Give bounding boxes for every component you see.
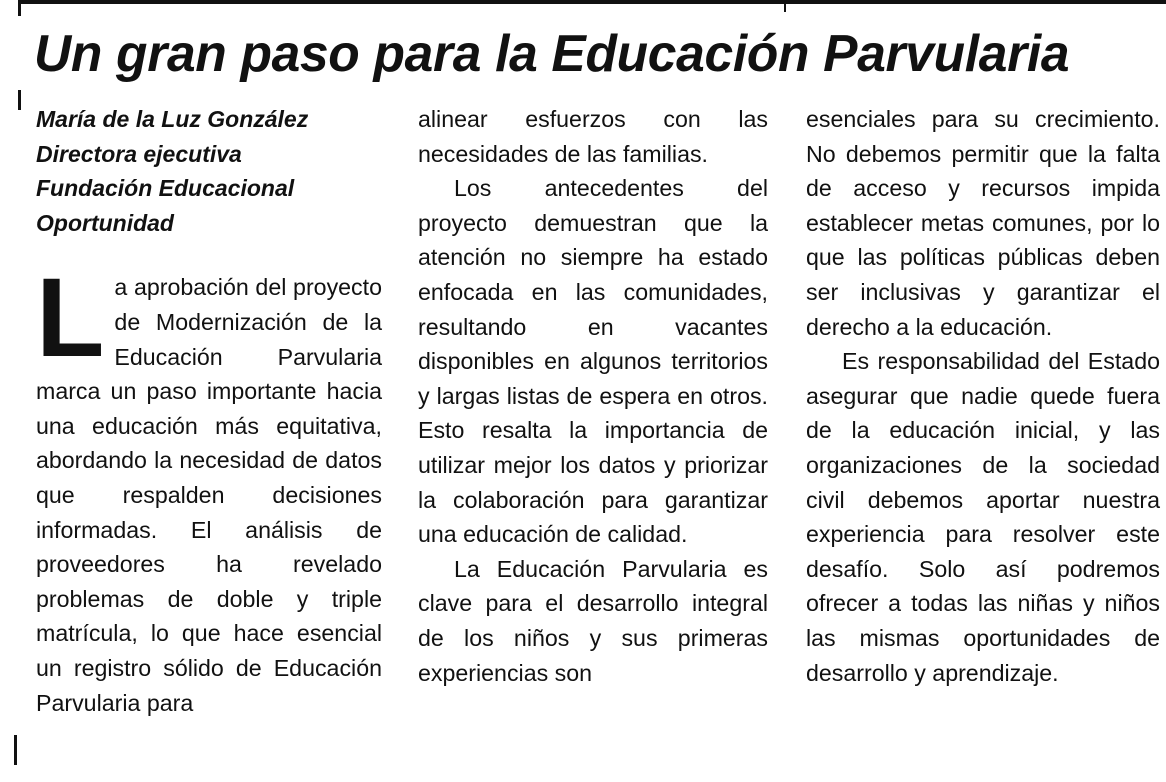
article-paragraph-3: La Educación Parvularia es clave para el desarrollo integral de los niños y sus primeras experiencias son xyxy=(418,555,768,686)
left-rule-top xyxy=(18,0,21,16)
article-paragraph-3-continued: esenciales para su crecimiento. No debemos permitir que la falta de acceso y recursos impida establecer metas comunes, por lo que las políticas públicas deben ser inclusivas y garantizar el derecho a la educación. xyxy=(806,106,1160,340)
byline-role: Directora ejecutiva xyxy=(36,140,242,167)
article-column-1 xyxy=(36,102,382,720)
article-paragraph-2: Los antecedentes del proyecto demuestran que la atención no siempre ha estado enfocada en las comunidades, resultando en vacantes disponibles en algunos territorios y largas listas de espera en otros. Esto resalta la importancia de utilizar mejor los datos y priorizar la colaboración para garantizar una educación de calidad. xyxy=(418,175,768,548)
drop-cap: L xyxy=(36,255,105,381)
byline xyxy=(36,102,382,240)
byline-organization-line-2: Oportunidad xyxy=(36,209,174,236)
byline-author: María de la Luz González xyxy=(36,106,309,132)
article-headline: Un gran paso para la Educación Parvularia xyxy=(34,24,1070,82)
article-paragraph-1 xyxy=(36,255,382,720)
article-paragraph-1-continued: alinear esfuerzos con las necesidades de las familias. xyxy=(418,106,768,167)
left-rule-bottom xyxy=(14,735,17,765)
byline-organization-line-1: Fundación Educacional xyxy=(36,175,295,202)
article-column-2 xyxy=(418,102,768,690)
article-column-3 xyxy=(806,102,1160,690)
left-rule-middle xyxy=(18,90,21,110)
article-paragraph-4: Es responsabilidad del Estado asegurar que nadie quede fuera de la educación inicial, y las organizaciones de la sociedad civil debemos aportar nuestra experiencia para resolver este desafío. Solo así podremos ofrecer a todas las niñas y niños las mismas oportunidades de desarrollo y aprendizaje. xyxy=(806,348,1160,686)
top-rule xyxy=(20,0,1166,4)
top-column-tick xyxy=(784,0,786,12)
article-paragraph-1-text: a aprobación del proyecto de Modernización de la Educación Parvularia marca un paso importante hacia una educación más equitativa, abordando la necesidad de datos que respalden decisiones informadas. El análisis de proveedores ha revelado problemas de doble y triple matrícula, lo que hace esencial un registro sólido de Educación Parvularia para xyxy=(36,274,382,716)
